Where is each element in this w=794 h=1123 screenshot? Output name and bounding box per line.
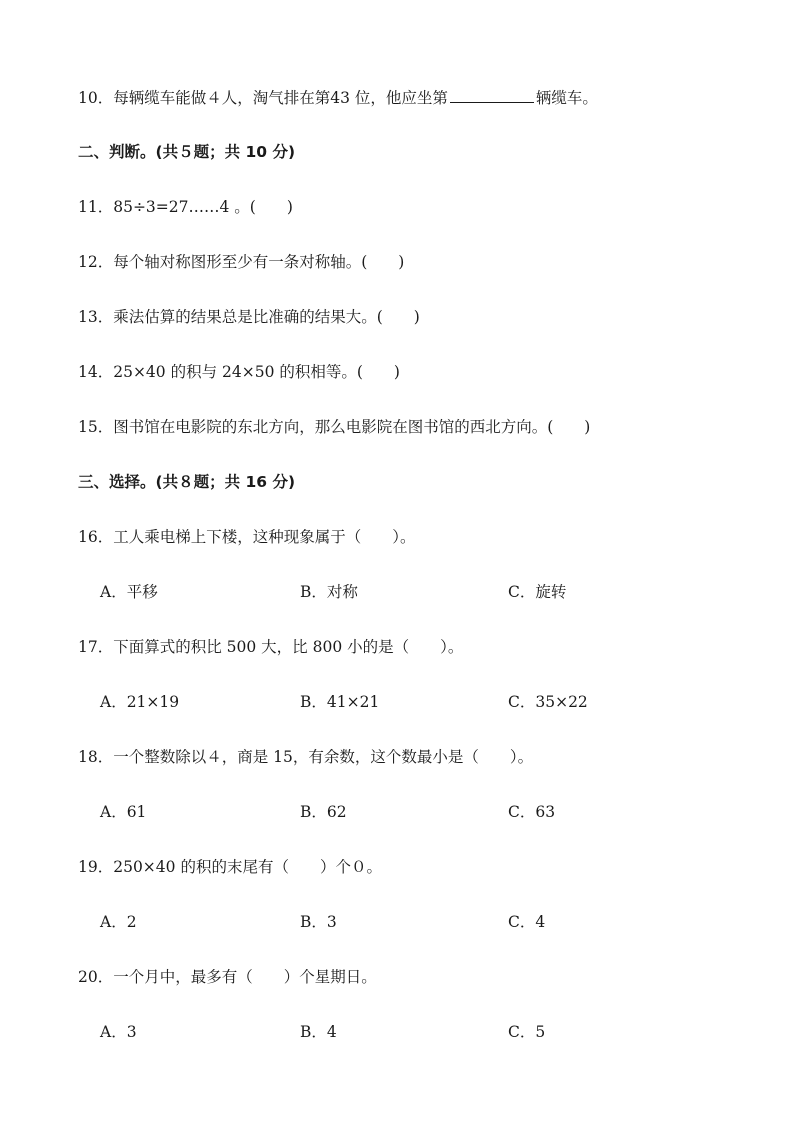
option-a[interactable]: A．21×19 [100, 693, 180, 711]
answer-blank[interactable] [450, 86, 534, 103]
question-12: 12．每个轴对称图形至少有一条对称轴。( ) [78, 253, 405, 271]
question-10-text-end: 辆缆车。 [535, 89, 598, 107]
option-b[interactable]: B．4 [300, 1023, 337, 1041]
option-b[interactable]: B．41×21 [300, 693, 380, 711]
option-a[interactable]: A．61 [100, 803, 147, 821]
option-c[interactable]: C．35×22 [508, 693, 588, 711]
option-b[interactable]: B．62 [300, 803, 347, 821]
section-heading-judgement: 二、判断。(共５题；共 10 分) [78, 143, 296, 161]
question-10-text: 10．每辆缆车能做４人，淘气排在第43 位，他应坐第 [78, 89, 448, 107]
question-20: 20．一个月中，最多有（ ）个星期日。 [78, 968, 377, 986]
option-c[interactable]: C．63 [508, 803, 556, 821]
question-13: 13．乘法估算的结果总是比准确的结果大。( ) [78, 308, 420, 326]
question-16: 16．工人乘电梯上下楼，这种现象属于（ ）。 [78, 528, 416, 546]
option-a[interactable]: A．2 [100, 913, 137, 931]
section-heading-choice: 三、选择。(共８题；共 16 分) [78, 473, 296, 491]
option-c[interactable]: C．旋转 [508, 583, 567, 601]
question-14: 14．25×40 的积与 24×50 的积相等。( ) [78, 363, 400, 381]
option-b[interactable]: B．3 [300, 913, 337, 931]
question-17: 17．下面算式的积比 500 大，比 800 小的是（ ）。 [78, 638, 464, 656]
question-15: 15．图书馆在电影院的东北方向，那么电影院在图书馆的西北方向。( ) [78, 418, 591, 436]
question-18: 18．一个整数除以４，商是 15，有余数，这个数最小是（ ）。 [78, 748, 534, 766]
option-a[interactable]: A．3 [100, 1023, 137, 1041]
option-a[interactable]: A．平移 [100, 583, 158, 601]
option-b[interactable]: B．对称 [300, 583, 358, 601]
option-c[interactable]: C．4 [508, 913, 546, 931]
question-11: 11．85÷3=27……4 。( ) [78, 198, 293, 216]
question-10 [78, 86, 598, 108]
question-19: 19．250×40 的积的末尾有（ ）个０。 [78, 858, 382, 876]
option-c[interactable]: C．5 [508, 1023, 546, 1041]
